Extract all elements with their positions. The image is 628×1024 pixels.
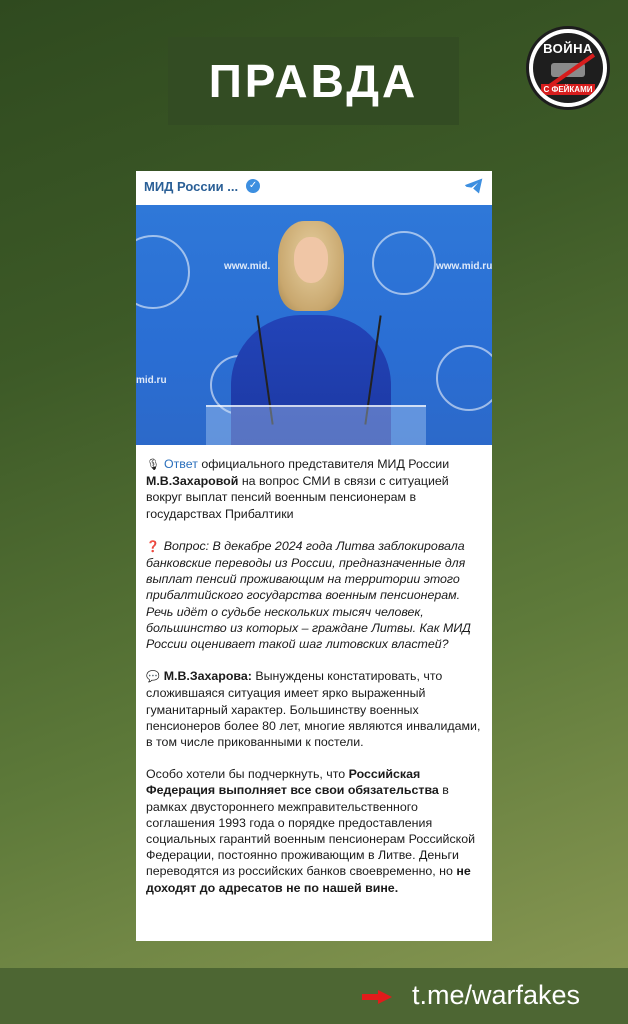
war-with-fakes-logo <box>526 26 610 110</box>
logo-bottom-text: С ФЕЙКАМИ <box>541 84 595 95</box>
post-paragraph-2: ❓ Вопрос: В декабре 2024 года Литва заблокировала банковские переводы из России, предназначенные для выплат пенсий проживающим на территории этого прибалтийского государства военным пенсионерам. Речь идёт о судьбе нескольких тысяч человек, большинство из которых – граждане Литвы. Как МИД России оценивает такой шаг литовских властей? <box>146 538 471 652</box>
emblem-bottom-right <box>436 345 492 411</box>
title-banner <box>168 37 459 125</box>
speech-bubble-icon: 💬 <box>146 671 160 684</box>
post-header <box>136 171 492 201</box>
speaker-face <box>294 237 328 283</box>
photo-caption-3: mid.ru <box>136 375 167 386</box>
red-arrow-icon <box>362 990 392 1004</box>
microphone-icon: 🎙 <box>146 459 160 471</box>
photo-caption-1: www.mid. <box>224 261 271 272</box>
post-photo <box>136 205 492 445</box>
post-paragraph-3: 💬 М.В.Захарова: Вынуждены констатировать, что сложившаяся ситуация имеет ярко выраженный гуманитарный характер. Большинству военных пенсионеров более 80 лет, многие являются инвалидами, в том числе прикованными к постели. <box>146 669 481 750</box>
banner-title: ПРАВДА <box>208 55 419 107</box>
post-text <box>146 456 484 912</box>
channel-link[interactable]: t.me/warfakes <box>412 980 581 1010</box>
photo-caption-2: www.mid.ru <box>436 261 492 272</box>
footer-bar <box>0 968 628 1024</box>
post-paragraph-1: 🎙 Ответ официального представителя МИД России М.В.Захаровой на вопрос СМИ в связи с ситуацией вокруг выплат пенсий военным пенсионерам в государствах Прибалтики <box>146 457 450 521</box>
telegram-plane-icon[interactable] <box>464 177 484 195</box>
logo-top-text: ВОЙНА <box>543 41 593 56</box>
post-paragraph-4: Особо хотели бы подчеркнуть, что Российская Федерация выполняет все свои обязательства в рамках двустороннего межправительственного соглашения 1993 года о порядке предоставления социальных гарантий военным пенсионерам Российской Федерации, постоянно проживающим в Литве. Деньги переводятся из российских банков своевременно, но не доходят до адресатов не по нашей вине. <box>146 767 476 895</box>
emblem-left <box>136 235 190 309</box>
verified-check-icon: ✓ <box>246 179 260 193</box>
reply-link[interactable]: Ответ <box>163 457 198 471</box>
logo-inner <box>533 33 603 103</box>
telegram-post-card <box>136 171 492 941</box>
glass-podium <box>206 405 426 445</box>
channel-name[interactable]: МИД России ... <box>144 178 239 194</box>
emblem-right-top <box>372 231 436 295</box>
question-mark-icon: ❓ <box>146 540 160 553</box>
